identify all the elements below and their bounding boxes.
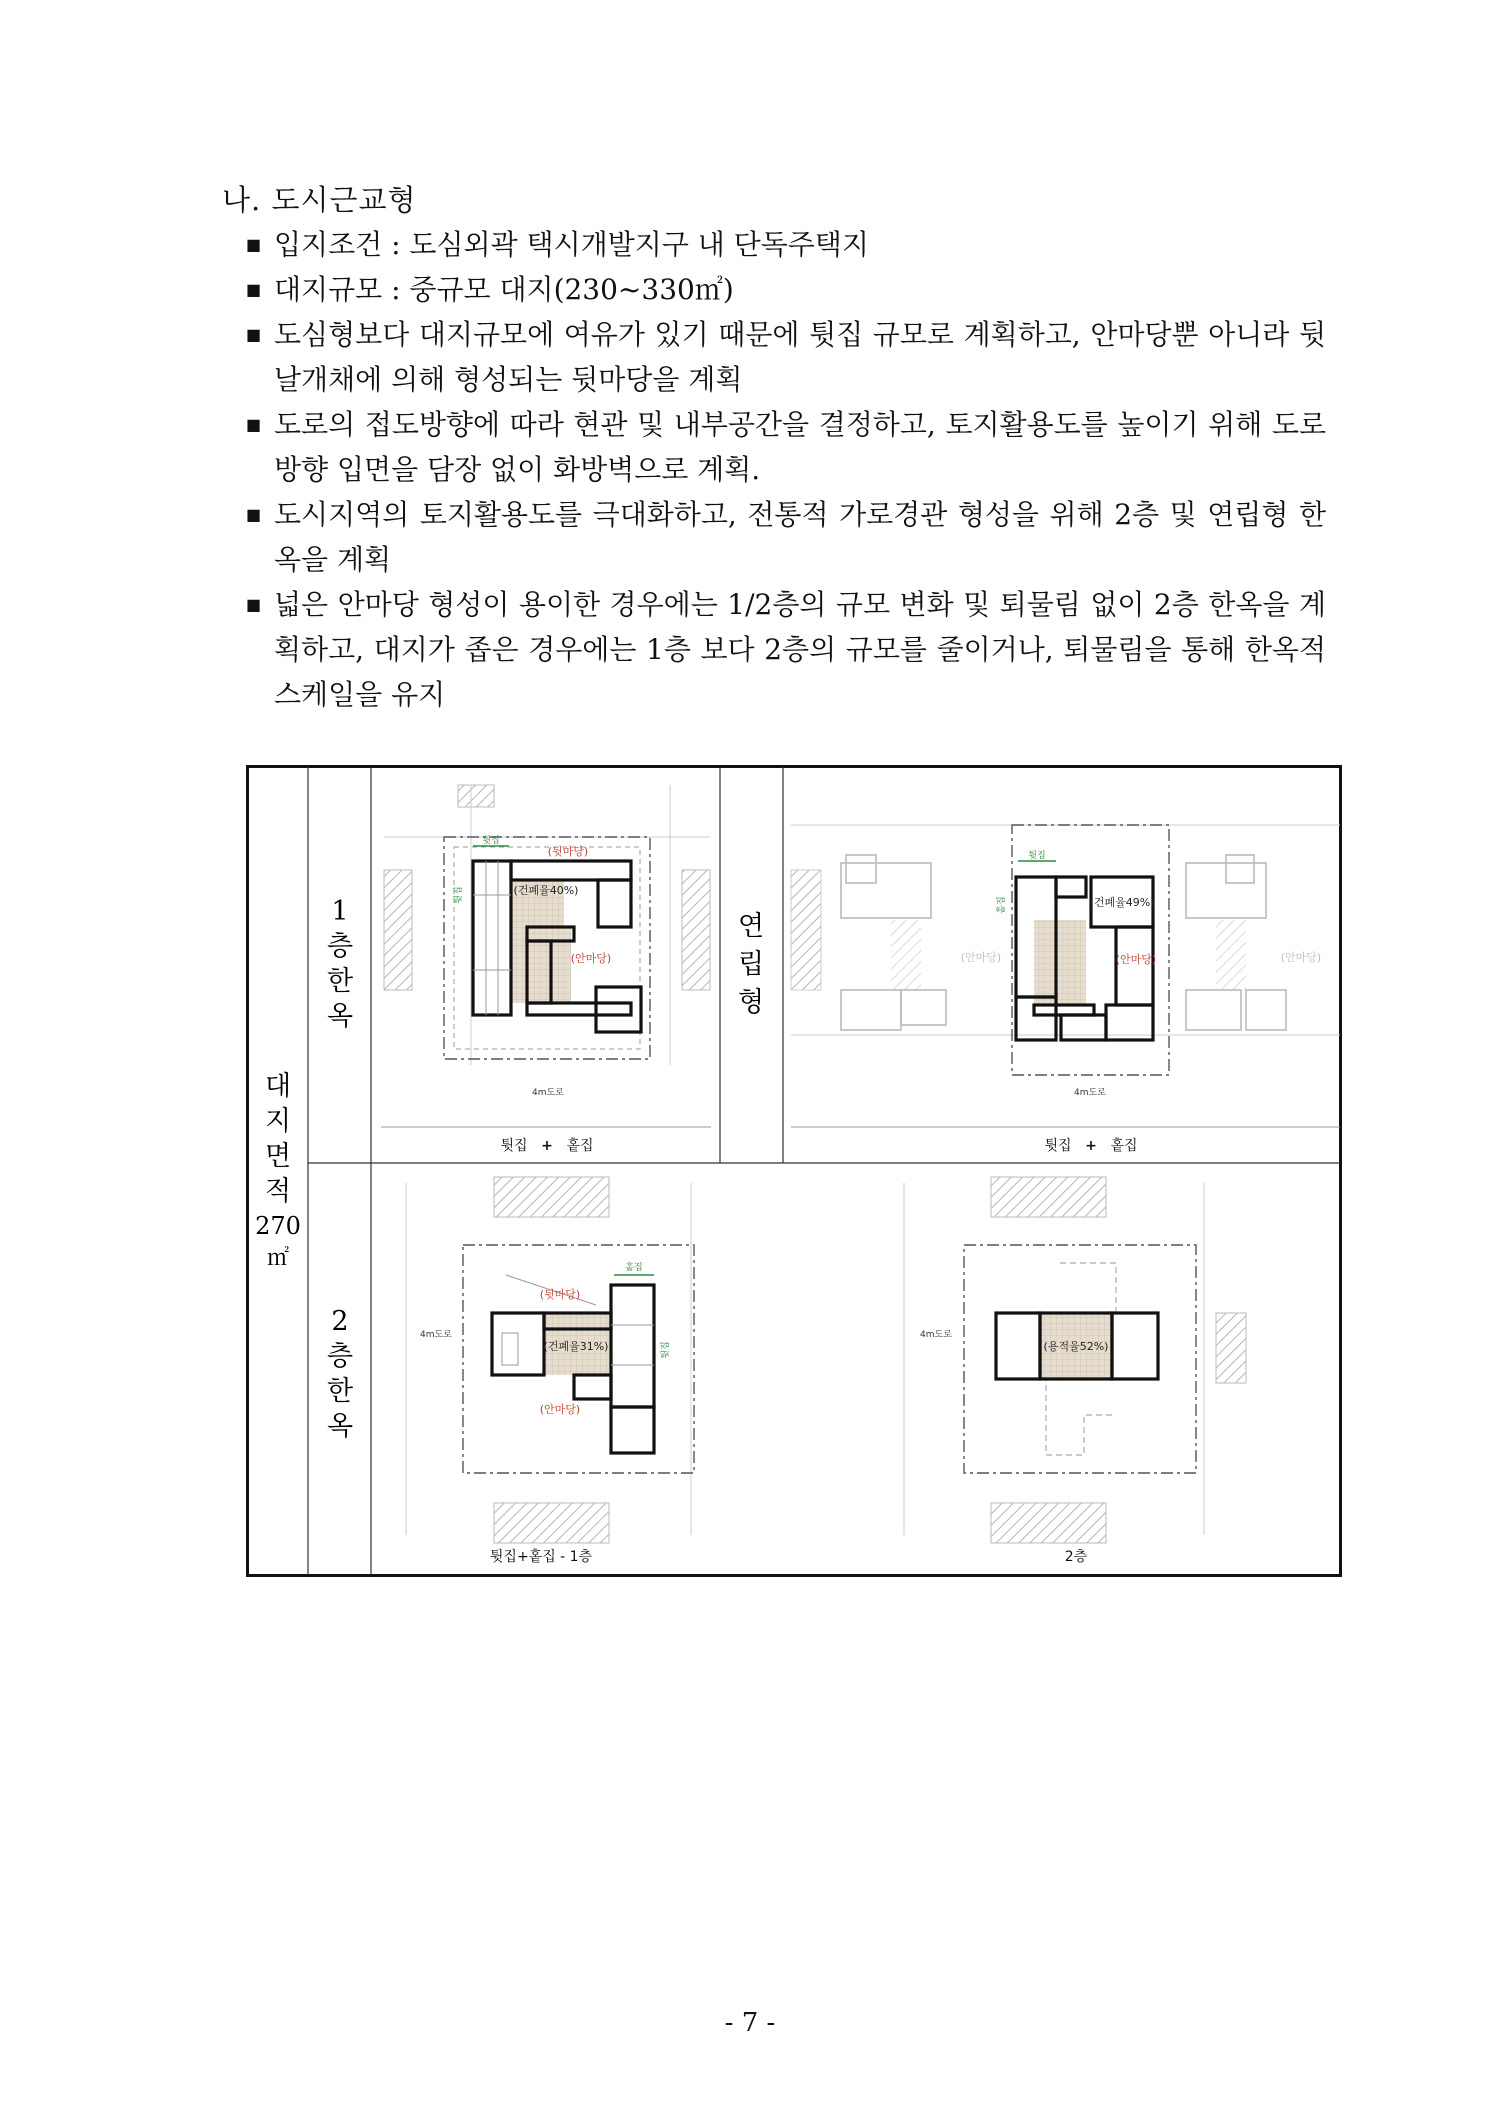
label-char: 립	[737, 949, 765, 980]
road-label: 4m도로	[420, 1330, 452, 1340]
upper-plan-caption: 2층	[1064, 1549, 1088, 1565]
square-bullet-icon: ■	[246, 415, 262, 434]
bullet-text: 도시지역의 토지활용도를 극대화하고, 전통적 가로경관 형성을 위해 2층 및 연립형 한옥을 계획	[274, 498, 1326, 576]
label-char: 옥	[326, 1411, 354, 1442]
list-item	[246, 267, 1326, 312]
site-area-char: 면	[264, 1141, 292, 1172]
square-bullet-icon: ■	[246, 595, 262, 614]
side-tag: 홑집	[997, 896, 1007, 914]
neighbor-courtyard-label: (안마당)	[960, 951, 1002, 964]
caption-part: 튓집	[500, 1138, 528, 1154]
list-item	[246, 582, 1326, 717]
coverage-label: (건폐율31%)	[543, 1340, 609, 1353]
bullet-text: 대지규모 : 중규모 대지(230~330㎡)	[274, 273, 734, 306]
side-tag: 튓집	[661, 1341, 671, 1359]
label-char: 2	[331, 1306, 349, 1337]
hotjip-tag: 홑집	[625, 1263, 643, 1273]
caption-part: 튓집	[1044, 1138, 1072, 1154]
list-item	[246, 402, 1326, 492]
bullet-text: 도로의 접도방향에 따라 현관 및 내부공간을 결정하고, 토지활용도를 높이기 위해 도로방향 입면을 담장 없이 화방벽으로 계획.	[274, 408, 1326, 486]
neighbor-courtyard-label: (안마당)	[1280, 951, 1322, 964]
backyard-label: (뒷마당)	[547, 845, 589, 858]
site-area-char: 대	[264, 1071, 292, 1102]
square-bullet-icon: ■	[246, 280, 262, 299]
road-label: 4m도로	[920, 1330, 952, 1340]
courtyard-label: (안마당)	[1115, 953, 1157, 966]
courtyard-label: (안마당)	[570, 952, 612, 965]
site-area-char: 지	[264, 1106, 292, 1137]
hanok-layout-figure	[246, 765, 1342, 1577]
label-char: 층	[326, 1341, 354, 1372]
list-item	[246, 312, 1326, 402]
ground-plan-caption: 튓집+홑집 - 1층	[489, 1549, 593, 1565]
bullet-text: 입지조건 : 도심외곽 택시개발지구 내 단독주택지	[274, 228, 869, 261]
list-item	[246, 492, 1326, 582]
page-number: - 7 -	[724, 2008, 776, 2038]
bullet-text: 도심형보다 대지규모에 여유가 있기 때문에 튓집 규모로 계획하고, 안마당뿐 아니라 뒷날개채에 의해 형성되는 뒷마당을 계획	[274, 318, 1326, 396]
backyard-label: (뒷마당)	[539, 1288, 581, 1301]
label-char: 형	[737, 987, 765, 1018]
label-char: 옥	[326, 1001, 354, 1032]
label-char: 한	[326, 966, 354, 997]
label-char: 연	[737, 911, 765, 942]
label-char: 한	[326, 1376, 354, 1407]
coverage-label: (건폐율40%)	[513, 884, 579, 897]
square-bullet-icon: ■	[246, 505, 262, 524]
road-label: 4m도로	[532, 1088, 564, 1098]
list-item	[246, 222, 1326, 267]
twitjip-tag: 튓집	[482, 836, 500, 846]
row-house-label	[738, 911, 764, 1018]
bullet-list	[246, 222, 1326, 717]
label-char: 1	[331, 896, 349, 927]
section-heading: 나. 도시근교형	[222, 183, 417, 217]
courtyard-label: (안마당)	[539, 1403, 581, 1416]
site-area-char: 적	[264, 1176, 292, 1207]
caption-plus: +	[1085, 1138, 1097, 1154]
square-bullet-icon: ■	[246, 325, 262, 344]
site-area-unit: ㎡	[266, 1246, 290, 1271]
caption-part: 홑집	[566, 1138, 594, 1154]
coverage-label: (건폐율49%)	[1089, 896, 1155, 909]
caption-part: 홑집	[1110, 1138, 1138, 1154]
caption-plus: +	[541, 1138, 553, 1154]
floor-area-label: (용적율52%)	[1043, 1340, 1109, 1353]
square-bullet-icon: ■	[246, 235, 262, 254]
site-area-value: 270	[255, 1212, 301, 1240]
bullet-text: 넓은 안마당 형성이 용이한 경우에는 1/2층의 규모 변화 및 퇴물림 없이 2층 한옥을 계획하고, 대지가 좁은 경우에는 1층 보다 2층의 규모를 줄이거나, 퇴물림을 통해 한옥적 스케일을 유지	[274, 588, 1326, 711]
label-char: 층	[326, 931, 354, 962]
road-label: 4m도로	[1074, 1088, 1106, 1098]
twitjip-tag: 튓집	[1028, 851, 1046, 861]
side-tag: 튓집	[454, 886, 464, 904]
